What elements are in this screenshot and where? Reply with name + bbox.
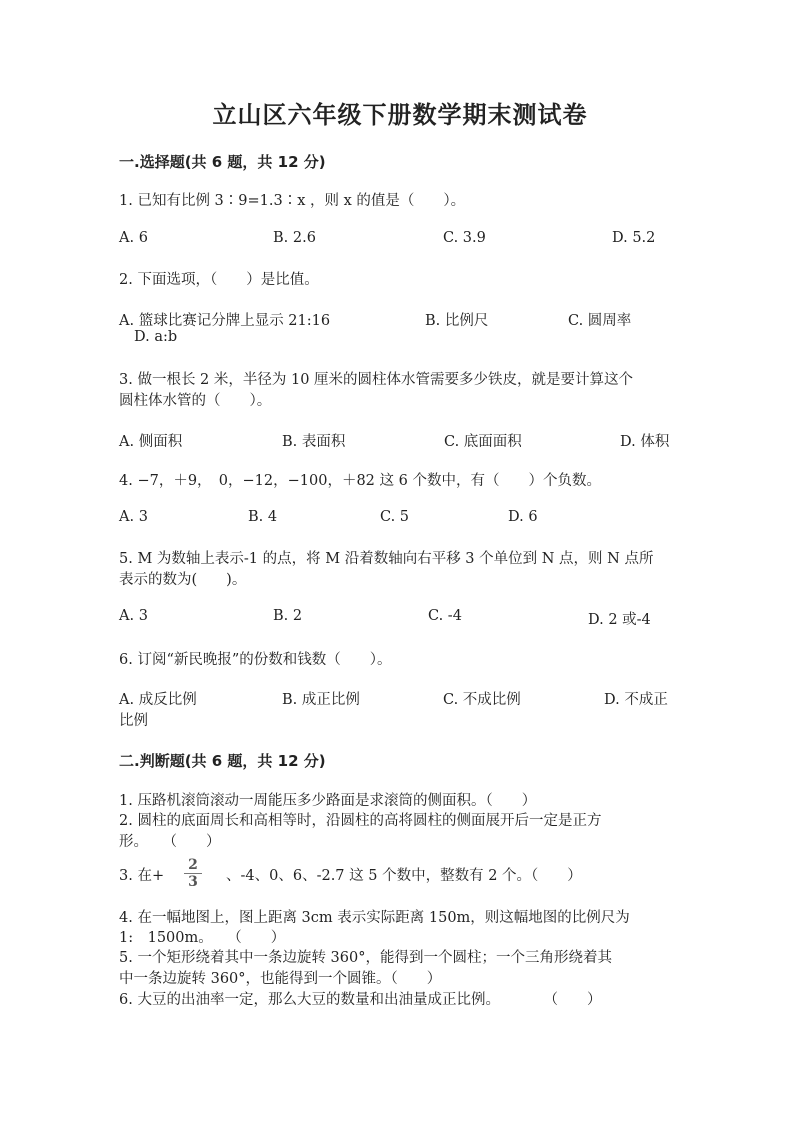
question-5-option-d: D. 2 或-4 [588,612,651,628]
question-3-option-b: B. 表面积 [282,434,346,450]
section-heading-judgment: 二.判断题(共 6 题，共 12 分) [119,752,326,770]
question-1-option-d: D. 5.2 [612,230,656,246]
question-3-option-d: D. 体积 [620,434,670,450]
judgment-2-line2: 形。 （ ） [119,834,221,850]
judgment-1: 1. 压路机滚筒滚动一周能压多少路面是求滚筒的侧面积。（ ） [119,793,537,809]
question-4-stem: 4. −7，＋9， 0，−12，−100，＋82 这 6 个数中，有（ ）个负数。 [119,473,601,489]
question-6-option-b: B. 成正比例 [282,692,360,708]
question-5-stem-line2: 表示的数为( )。 [119,572,247,588]
question-6-option-a: A. 成反比例 [119,692,197,708]
question-4-option-c: C. 5 [380,509,410,525]
question-1-stem: 1. 已知有比例 3∶9=1.3∶x ，则 x 的值是（ ）。 [119,193,466,209]
question-4-option-b: B. 4 [248,509,278,525]
judgment-4-line1: 4. 在一幅地图上，图上距离 3cm 表示实际距离 150m，则这幅地图的比例尺为 [119,910,630,926]
question-3-option-c: C. 底面面积 [444,434,522,450]
question-5-option-c: C. -4 [428,608,462,624]
fraction-denominator: 3 [188,874,198,890]
question-3-stem-line1: 3. 做一根长 2 米，半径为 10 厘米的圆柱体水管需要多少铁皮，就是要计算这个 [119,372,634,388]
judgment-2-line1: 2. 圆柱的底面周长和高相等时，沿圆柱的高将圆柱的侧面展开后一定是正方 [119,813,602,829]
judgment-4-line2: 1: 1500m。 （ ） [119,930,286,946]
question-5-stem-line1: 5. M 为数轴上表示-1 的点，将 M 沿着数轴向右平移 3 个单位到 N 点，则 N 点所 [119,551,654,567]
question-2-option-b: B. 比例尺 [425,313,489,329]
question-1-option-b: B. 2.6 [273,230,316,246]
question-6-option-c: C. 不成比例 [443,692,521,708]
fraction-numerator: 2 [184,857,202,874]
question-6-stem: 6. 订阅“新民晚报”的份数和钱数（ ）。 [119,652,392,668]
question-3-stem-line2: 圆柱体水管的（ ）。 [119,393,272,409]
question-1-option-c: C. 3.9 [443,230,486,246]
question-2-option-a: A. 篮球比赛记分牌上显示 21:16 [119,313,331,329]
question-4-option-d: D. 6 [508,509,538,525]
question-2-option-c: C. 圆周率 [568,313,632,329]
question-6-option-d: D. 不成正 [604,692,668,708]
judgment-3-suffix: 、-4、0、6、-2.7 这 5 个数中，整数有 2 个。（ ） [226,868,582,884]
judgment-5-line1: 5. 一个矩形绕着其中一条边旋转 360°，能得到一个圆柱；一个三角形绕着其 [119,950,612,966]
question-2-option-d: D. a:b [134,329,178,345]
question-3-option-a: A. 侧面积 [119,434,183,450]
question-6-option-d-wrap: 比例 [119,713,148,729]
fraction-two-thirds [184,857,202,891]
question-1-option-a: A. 6 [119,230,148,246]
judgment-3-prefix: 3. 在+ [119,868,165,884]
question-4-option-a: A. 3 [119,509,148,525]
judgment-5-line2: 中一条边旋转 360°，也能得到一个圆锥。（ ） [119,971,442,987]
page-title: 立山区六年级下册数学期末测试卷 [212,101,588,129]
judgment-6: 6. 大豆的出油率一定，那么大豆的数量和出油量成正比例。 （ ） [119,992,602,1008]
question-2-stem: 2. 下面选项，（ ）是比值。 [119,272,319,288]
question-5-option-b: B. 2 [273,608,303,624]
question-5-option-a: A. 3 [119,608,148,624]
section-heading-choice: 一.选择题(共 6 题，共 12 分) [119,153,326,171]
